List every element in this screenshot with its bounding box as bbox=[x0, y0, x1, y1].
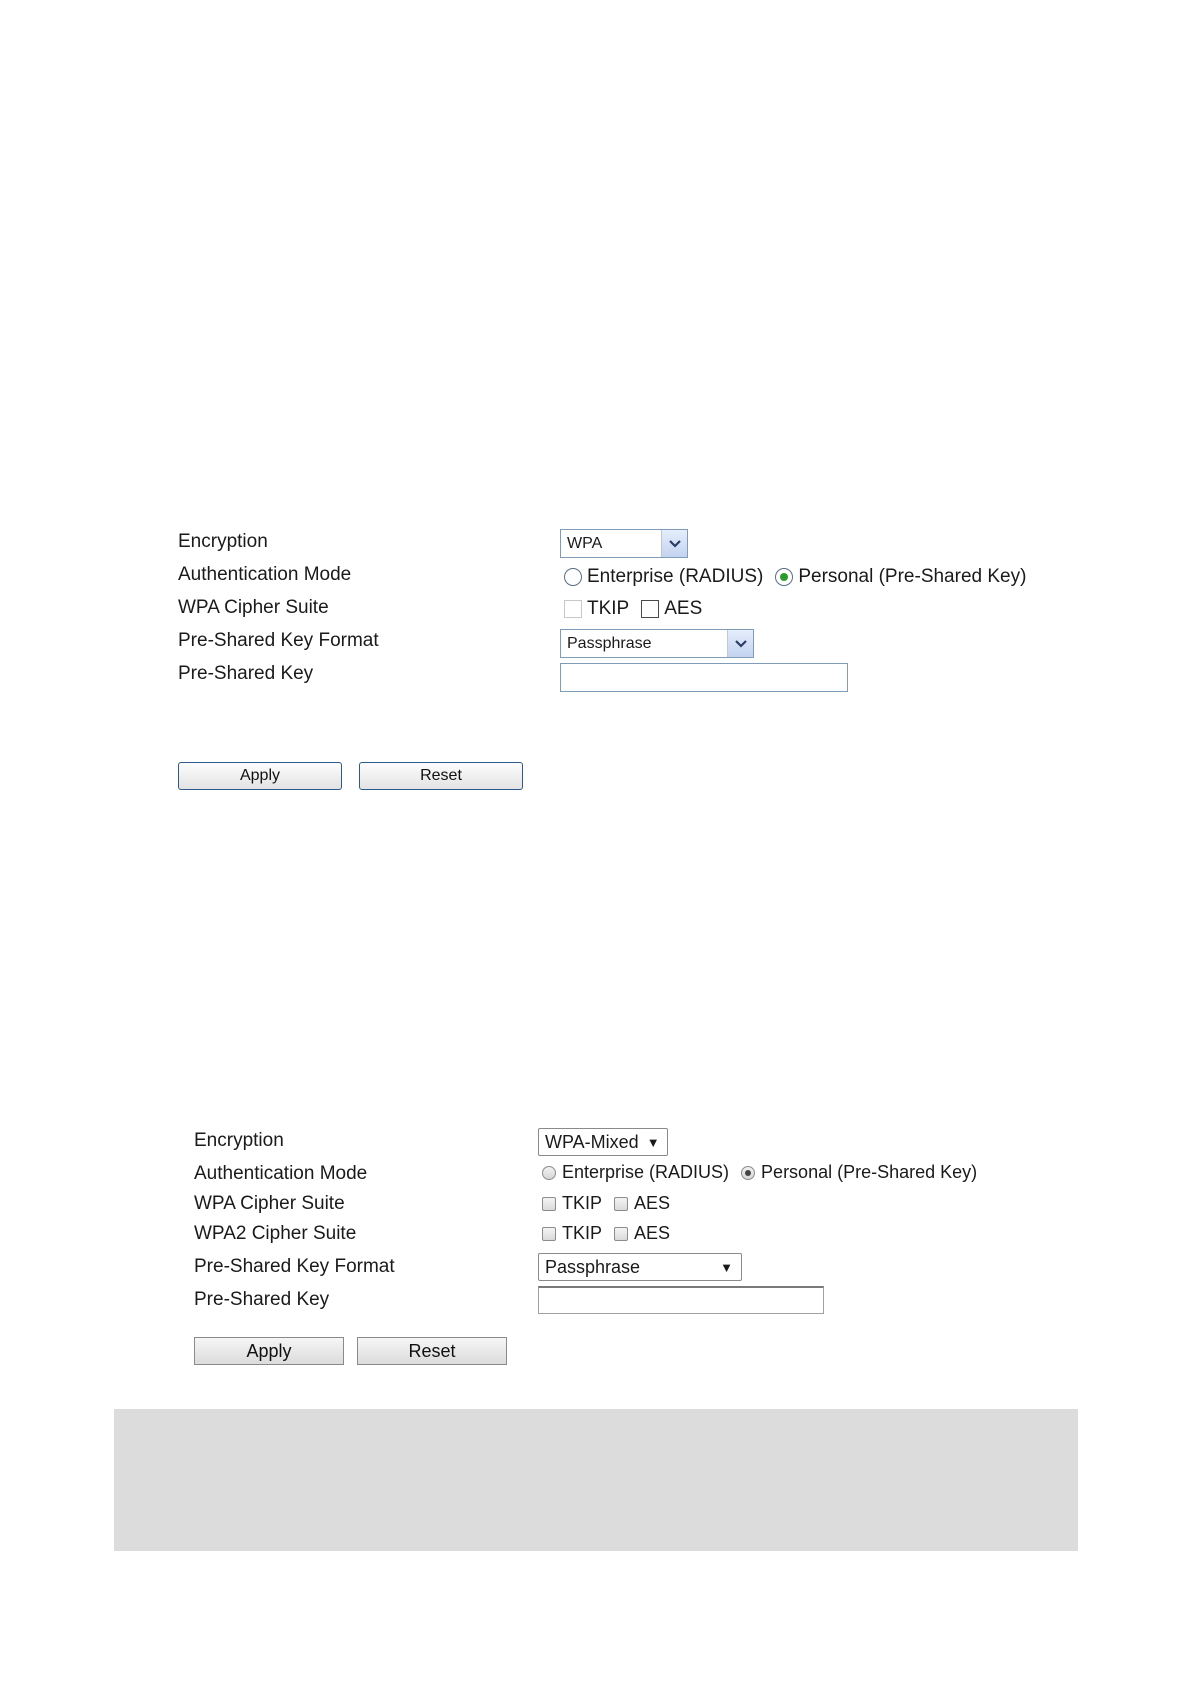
wpa-tkip-checkbox[interactable] bbox=[542, 1197, 556, 1211]
wpa-mixed-settings-panel bbox=[194, 1124, 1054, 1364]
apply-button[interactable]: Apply bbox=[178, 762, 342, 790]
psk-format-label: Pre-Shared Key Format bbox=[178, 630, 379, 651]
psk-format-select[interactable] bbox=[538, 1253, 742, 1281]
wpa-aes-label: AES bbox=[664, 598, 703, 619]
auth-personal-label: Personal (Pre-Shared Key) bbox=[798, 566, 1027, 587]
auth-mode-label: Authentication Mode bbox=[194, 1163, 368, 1184]
auth-enterprise-label: Enterprise (RADIUS) bbox=[562, 1162, 730, 1182]
psk-label: Pre-Shared Key bbox=[194, 1289, 330, 1310]
psk-format-select-value: Passphrase bbox=[545, 1256, 641, 1277]
auth-personal-radio[interactable] bbox=[741, 1166, 755, 1180]
wpa-aes-label: AES bbox=[634, 1193, 671, 1213]
auth-enterprise-radio[interactable] bbox=[542, 1166, 556, 1180]
chevron-down-icon[interactable] bbox=[661, 530, 687, 557]
wpa-cipher-group bbox=[542, 1193, 670, 1214]
auth-personal-label: Personal (Pre-Shared Key) bbox=[761, 1162, 978, 1182]
encryption-select-value: WPA bbox=[567, 534, 603, 552]
auth-mode-group bbox=[564, 566, 1026, 588]
wpa2-aes-label: AES bbox=[634, 1223, 671, 1243]
encryption-select[interactable] bbox=[538, 1128, 668, 1156]
psk-format-select-value: Passphrase bbox=[567, 634, 652, 652]
encryption-label: Encryption bbox=[194, 1130, 284, 1151]
auth-enterprise-radio[interactable] bbox=[564, 568, 582, 586]
reset-button[interactable]: Reset bbox=[357, 1337, 507, 1365]
wpa-aes-checkbox[interactable] bbox=[641, 600, 659, 618]
wpa-settings-panel bbox=[178, 525, 1058, 795]
caret-down-icon: ▼ bbox=[720, 1259, 733, 1275]
encryption-select[interactable] bbox=[560, 529, 688, 558]
psk-input[interactable] bbox=[560, 663, 848, 692]
wpa-cipher-group bbox=[564, 598, 702, 620]
wpa2-tkip-checkbox[interactable] bbox=[542, 1227, 556, 1241]
psk-input[interactable] bbox=[538, 1286, 824, 1314]
auth-enterprise-label: Enterprise (RADIUS) bbox=[587, 566, 764, 587]
encryption-select-value: WPA-Mixed bbox=[545, 1131, 639, 1152]
psk-label: Pre-Shared Key bbox=[178, 663, 314, 684]
auth-mode-group bbox=[542, 1162, 977, 1183]
wpa-tkip-checkbox[interactable] bbox=[564, 600, 582, 618]
note-box bbox=[114, 1409, 1078, 1551]
wpa2-cipher-label: WPA2 Cipher Suite bbox=[194, 1223, 357, 1244]
wpa-aes-checkbox[interactable] bbox=[614, 1197, 628, 1211]
psk-format-label: Pre-Shared Key Format bbox=[194, 1256, 395, 1277]
wpa-cipher-label: WPA Cipher Suite bbox=[178, 597, 329, 618]
reset-button[interactable]: Reset bbox=[359, 762, 523, 790]
wpa-tkip-label: TKIP bbox=[587, 598, 630, 619]
wpa2-tkip-label: TKIP bbox=[562, 1223, 603, 1243]
wpa2-cipher-group bbox=[542, 1223, 670, 1244]
apply-button[interactable]: Apply bbox=[194, 1337, 344, 1365]
chevron-down-icon[interactable] bbox=[727, 630, 753, 657]
psk-format-select[interactable] bbox=[560, 629, 754, 658]
wpa-cipher-label: WPA Cipher Suite bbox=[194, 1193, 345, 1214]
wpa2-aes-checkbox[interactable] bbox=[614, 1227, 628, 1241]
caret-down-icon: ▼ bbox=[646, 1134, 660, 1150]
encryption-label: Encryption bbox=[178, 531, 268, 552]
wpa-tkip-label: TKIP bbox=[562, 1193, 603, 1213]
auth-mode-label: Authentication Mode bbox=[178, 564, 352, 585]
auth-personal-radio[interactable] bbox=[775, 568, 793, 586]
